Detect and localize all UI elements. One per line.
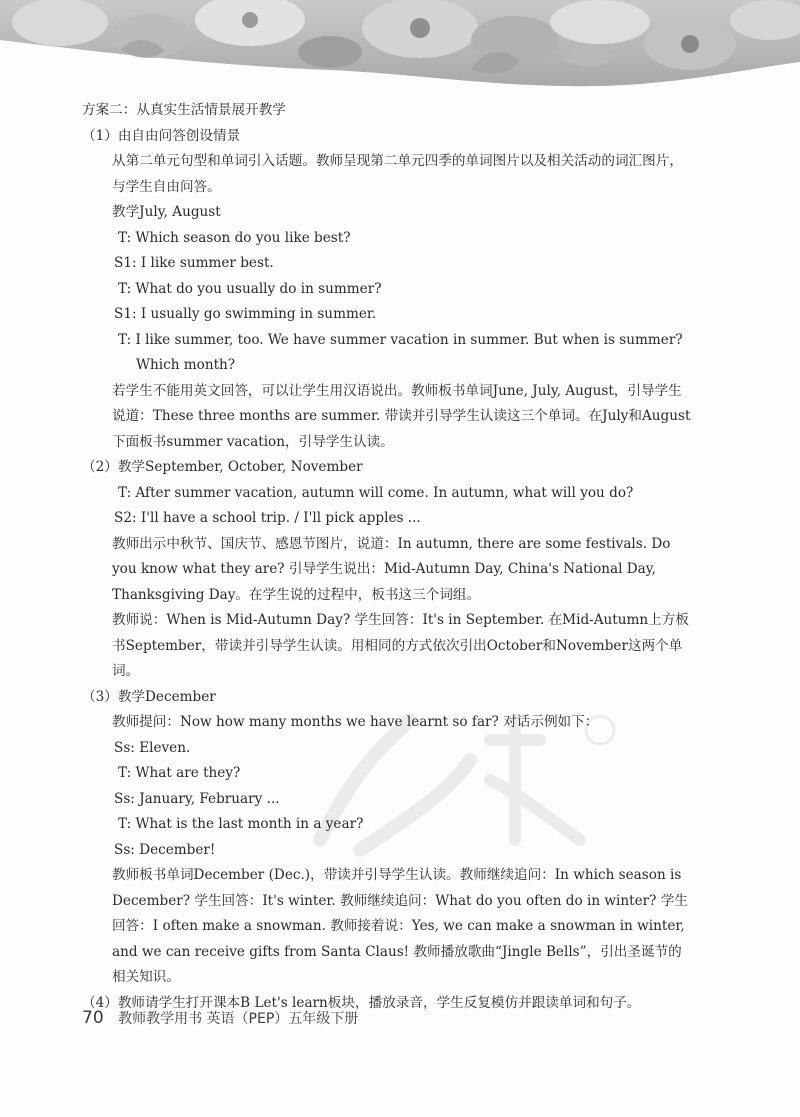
dialogue-line: S2: I'll have a school trip. / I'll pick apples ... (114, 510, 421, 526)
flower-decoration-icon (0, 0, 800, 92)
part4-heading: （4）教师请学生打开课本B Let's learn板块，播放录音，学生反复模仿并跟读单词和句子。 (82, 994, 641, 1011)
part2-heading: （2）教学September, October, November (82, 459, 363, 475)
dialogue-line: T: What do you usually do in summer? (118, 280, 382, 297)
book-title: 教师教学用书 英语（PEP）五年级下册 (118, 1011, 359, 1027)
dialogue-line: T: What are they? (118, 765, 241, 781)
part1-note: 若学生不能用英文回答，可以让学生用汉语说出。教师板书单词June, July, August，引导学生说道：These three months are summer. 带读并引导学生认读这三个单词。在July和August下面板书summer vacation，引导学生认读。 (112, 382, 691, 450)
dialogue-line: T: What is the last month in a year? (118, 816, 364, 832)
dialogue-line: T: After summer vacation, autumn will come. In autumn, what will you do? (118, 484, 634, 501)
dialogue-line: Ss: December! (114, 841, 216, 858)
part1-teach: 教学July, August (112, 204, 221, 220)
dialogue-line: T: I like summer, too. We have summer vacation in summer. But when is summer? Which month? (118, 331, 683, 373)
dialogue-line: S1: I like summer best. (114, 255, 274, 271)
dialogue-line: S1: I usually go swimming in summer. (114, 306, 377, 322)
part2-note2: 教师说：When is Mid-Autumn Day? 学生回答：It's in September. 在Mid-Autumn上方板书September，带读并引导学生认读。用相同的方式依次引出October和November这两个单词。 (112, 612, 689, 679)
part3-note: 教师板书单词December (Dec.)，带读并引导学生认读。教师继续追问：In which season is December? 学生回答：It's winter. 教师继续追问：What do you often do in winter? 学生回答：I often make a snowman. 教师接着说：Yes, we can make a snowman in winter, and we can receive gifts from Santa Claus! 教师播放歌曲“Jingle Bells”，引出圣诞节的相关知识。 (112, 867, 688, 985)
dialogue-line: Ss: January, February ... (114, 790, 280, 807)
dialogue-line: Ss: Eleven. (114, 739, 191, 756)
section-title: 方案二：从真实生活情景展开教学 (82, 102, 286, 118)
part1-intro: 从第二单元句型和单词引入话题。教师呈现第二单元四季的单词图片以及相关活动的词汇图片，与学生自由问答。 (112, 153, 683, 195)
part2-note1: 教师出示中秋节、国庆节、感恩节图片，说道：In autumn, there are some festivals. Do you know what they are? 引导学生说出：Mid-Autumn Day, China's National Day, Thanksgiving Day。在学生说的过程中，板书这三个词组。 (112, 535, 671, 603)
part1-heading: （1）由自由问答创设情景 (82, 127, 241, 144)
page-number: 70 (82, 1008, 104, 1028)
page-footer (82, 1008, 358, 1028)
floral-header-banner (0, 0, 800, 92)
part3-heading: （3）教学December (82, 688, 216, 705)
dialogue-line: T: Which season do you like best? (118, 229, 351, 246)
part3-intro: 教师提问：Now how many months we have learnt so far? 对话示例如下： (112, 714, 599, 730)
page-content (82, 98, 694, 1016)
